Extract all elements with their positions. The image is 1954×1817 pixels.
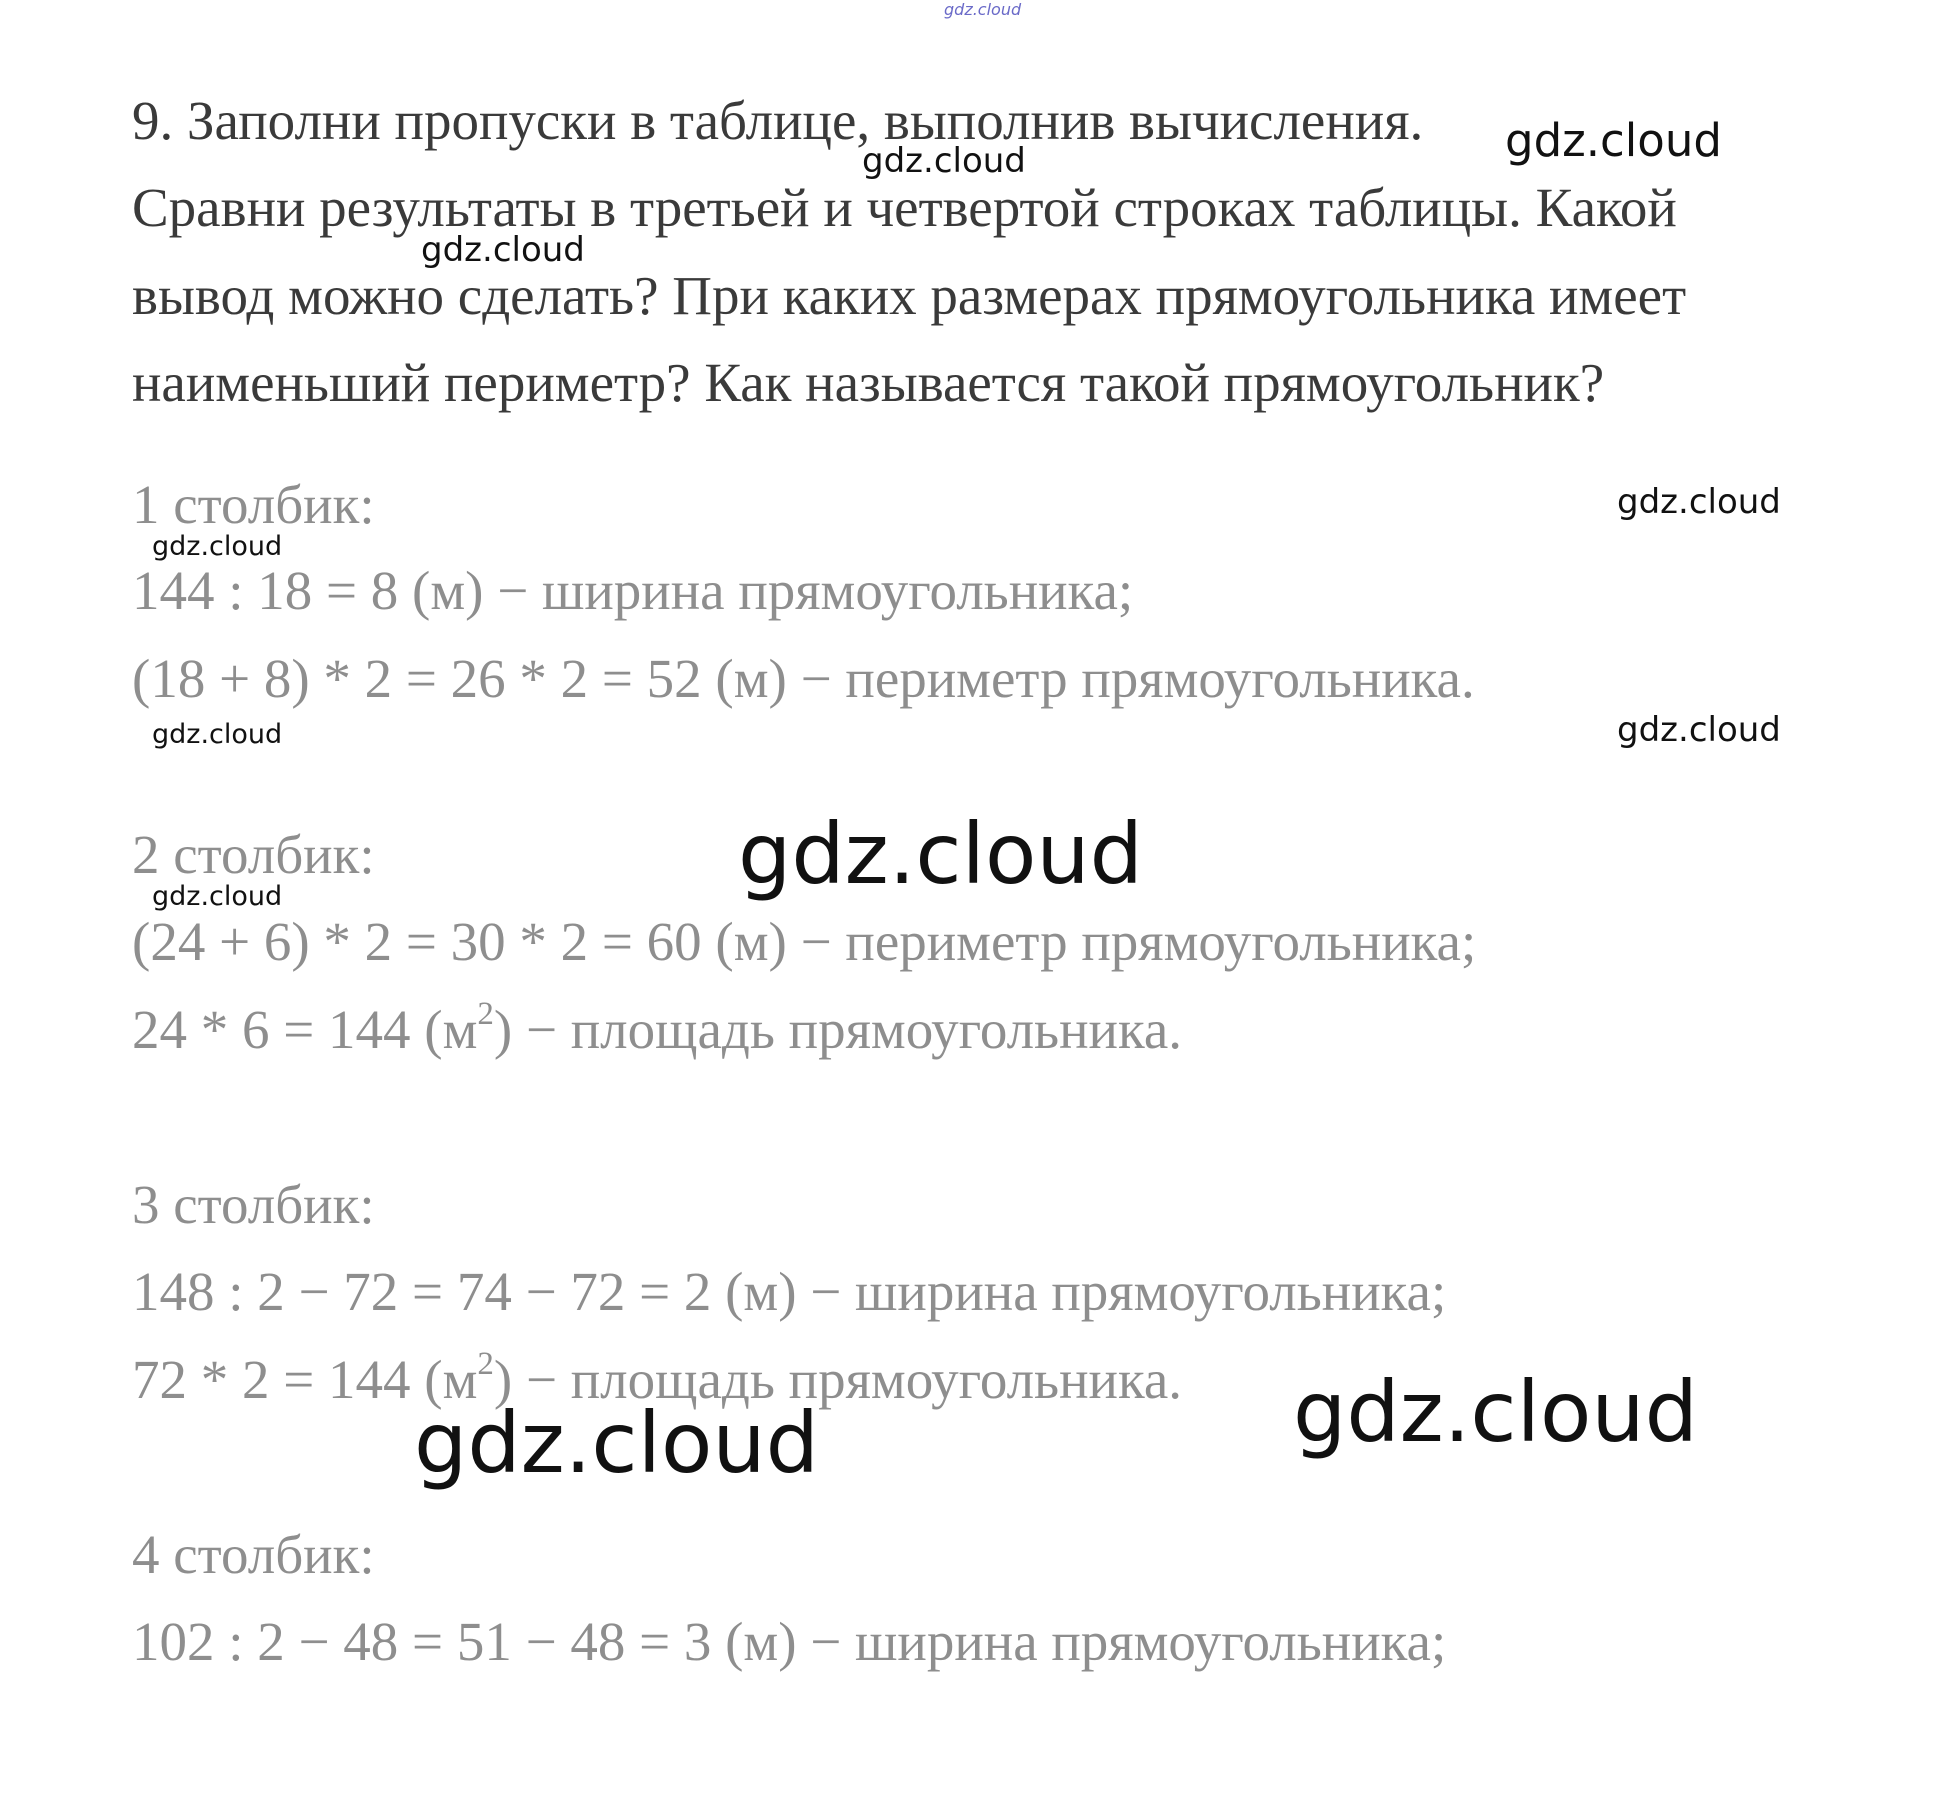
col2-line-2-superscript: 2 [477, 995, 494, 1032]
col3-line-1: 148 : 2 − 72 = 74 − 72 = 2 (м) − ширина прямоугольника; [132, 1261, 1447, 1322]
col2-heading: 2 столбик: [132, 824, 375, 885]
col4-line-1: 102 : 2 − 48 = 51 − 48 = 3 (м) − ширина прямоугольника; [132, 1611, 1447, 1672]
col1-line-2: (18 + 8) * 2 = 26 * 2 = 52 (м) − периметр прямоугольника. [132, 648, 1475, 709]
task-line-2: Сравни результаты в третьей и четвертой строках таблицы. Какой [132, 177, 1677, 238]
watermark-left-2: gdz.cloud [152, 719, 283, 750]
task-line-1: 9. Заполни пропуски в таблице, выполнив вычисления. [132, 90, 1424, 151]
watermark-right-2: gdz.cloud [1617, 710, 1781, 750]
col2-line-2-pre: 24 * 6 = 144 (м [132, 999, 478, 1060]
col3-line-2-pre: 72 * 2 = 144 (м [132, 1349, 478, 1410]
watermark-right-1: gdz.cloud [1617, 482, 1781, 522]
col2-line-2-post: ) − площадь прямоугольника. [493, 999, 1183, 1060]
col1-line-1: 144 : 18 = 8 (м) − ширина прямоугольника; [132, 560, 1134, 621]
col3-line-2-post: ) − площадь прямоугольника. [493, 1349, 1183, 1410]
col3-line-2-superscript: 2 [477, 1345, 494, 1382]
watermark-bottom-right-large: gdz.cloud [1293, 1363, 1698, 1461]
col1-heading: 1 столбик: [132, 474, 375, 535]
task-line-4: наименьший периметр? Как называется такой прямоугольник? [132, 352, 1605, 413]
col3-heading: 3 столбик: [132, 1174, 375, 1235]
col2-line-2 [132, 995, 1183, 1060]
task-line-3: вывод можно сделать? При каких размерах прямоугольника имеет [132, 265, 1687, 326]
watermark-top: gdz.cloud [944, 0, 1022, 19]
watermark-top-right: gdz.cloud [1505, 114, 1722, 167]
watermark-bottom-left-large: gdz.cloud [414, 1394, 819, 1492]
watermark-title-left: gdz.cloud [421, 230, 585, 270]
watermark-left-3: gdz.cloud [152, 881, 283, 912]
watermark-left-1: gdz.cloud [152, 531, 283, 562]
watermark-title-center: gdz.cloud [862, 141, 1026, 181]
col2-line-1: (24 + 6) * 2 = 30 * 2 = 60 (м) − периметр прямоугольника; [132, 911, 1477, 972]
col4-heading: 4 столбик: [132, 1524, 375, 1585]
watermark-center-large: gdz.cloud [738, 805, 1143, 903]
